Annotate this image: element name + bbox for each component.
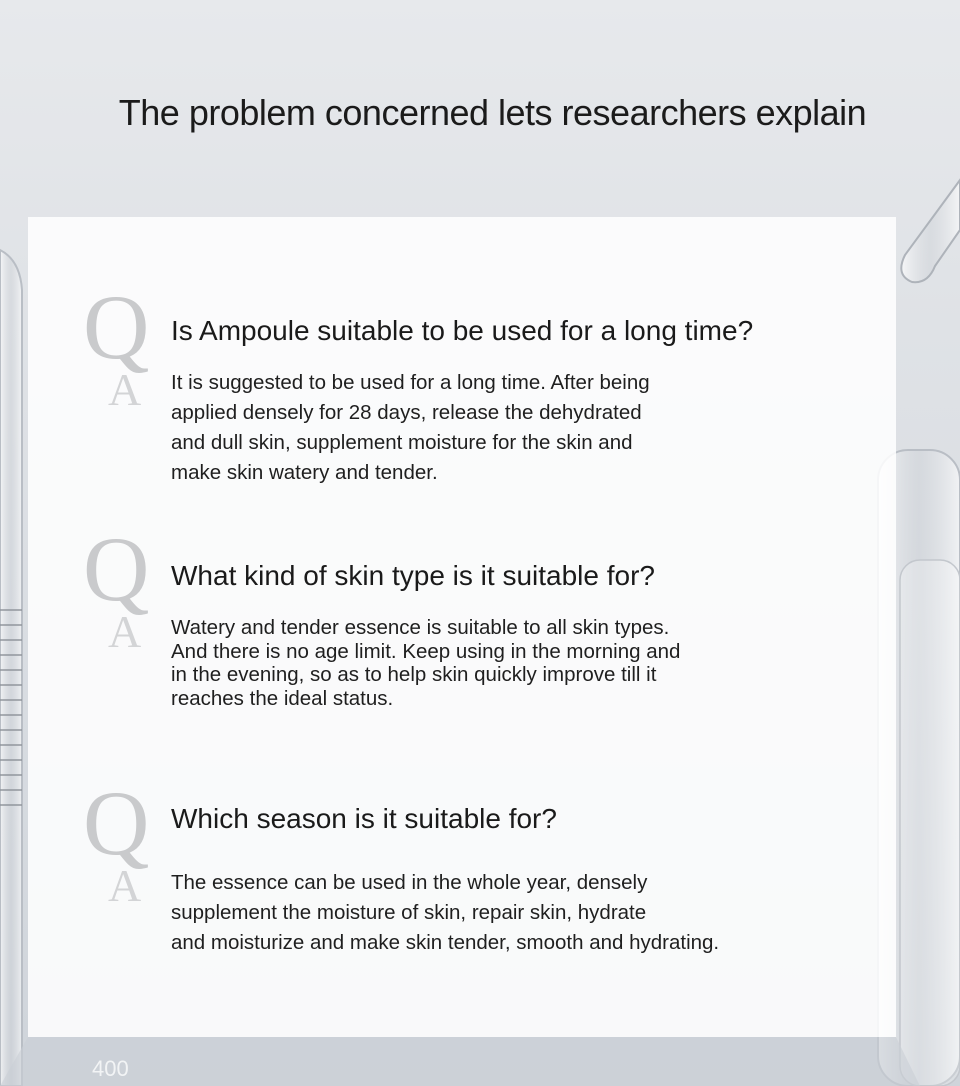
answer-line: It is suggested to be used for a long time. After being bbox=[171, 371, 650, 394]
answer-line: and moisturize and make skin tender, smooth and hydrating. bbox=[171, 931, 720, 954]
answer-text bbox=[171, 868, 719, 958]
answer-line: make skin watery and tender. bbox=[171, 461, 438, 484]
answer-line: in the evening, so as to help skin quickly improve till it bbox=[171, 663, 657, 686]
answer-line: applied densely for 28 days, release the dehydrated bbox=[171, 401, 642, 424]
answer-line: And there is no age limit. Keep using in the morning and bbox=[171, 639, 681, 663]
a-mark: A bbox=[108, 860, 142, 911]
answer-text bbox=[171, 616, 680, 710]
qa-card bbox=[28, 217, 896, 1037]
question-text: Which season is it suitable for? bbox=[171, 803, 557, 834]
answer-line: and dull skin, supplement moisture for the skin and bbox=[171, 431, 633, 454]
q-mark: Q bbox=[83, 772, 150, 874]
beaker-measure-label: 400 bbox=[92, 1056, 129, 1081]
answer-line: The essence can be used in the whole year, densely bbox=[171, 871, 648, 894]
q-mark: Q bbox=[83, 518, 150, 620]
a-mark: A bbox=[108, 606, 142, 657]
answer-line: Watery and tender essence is suitable to all skin types. bbox=[171, 616, 670, 639]
answer-line: reaches the ideal status. bbox=[171, 686, 394, 710]
answer-line: supplement the moisture of skin, repair skin, hydrate bbox=[171, 901, 647, 924]
answer-text bbox=[171, 368, 650, 488]
question-text: What kind of skin type is it suitable for? bbox=[171, 560, 655, 591]
page-title: The problem concerned lets researchers explain bbox=[118, 92, 867, 133]
a-mark: A bbox=[108, 364, 142, 415]
q-mark: Q bbox=[83, 276, 150, 378]
question-text: Is Ampoule suitable to be used for a long time? bbox=[171, 315, 754, 346]
